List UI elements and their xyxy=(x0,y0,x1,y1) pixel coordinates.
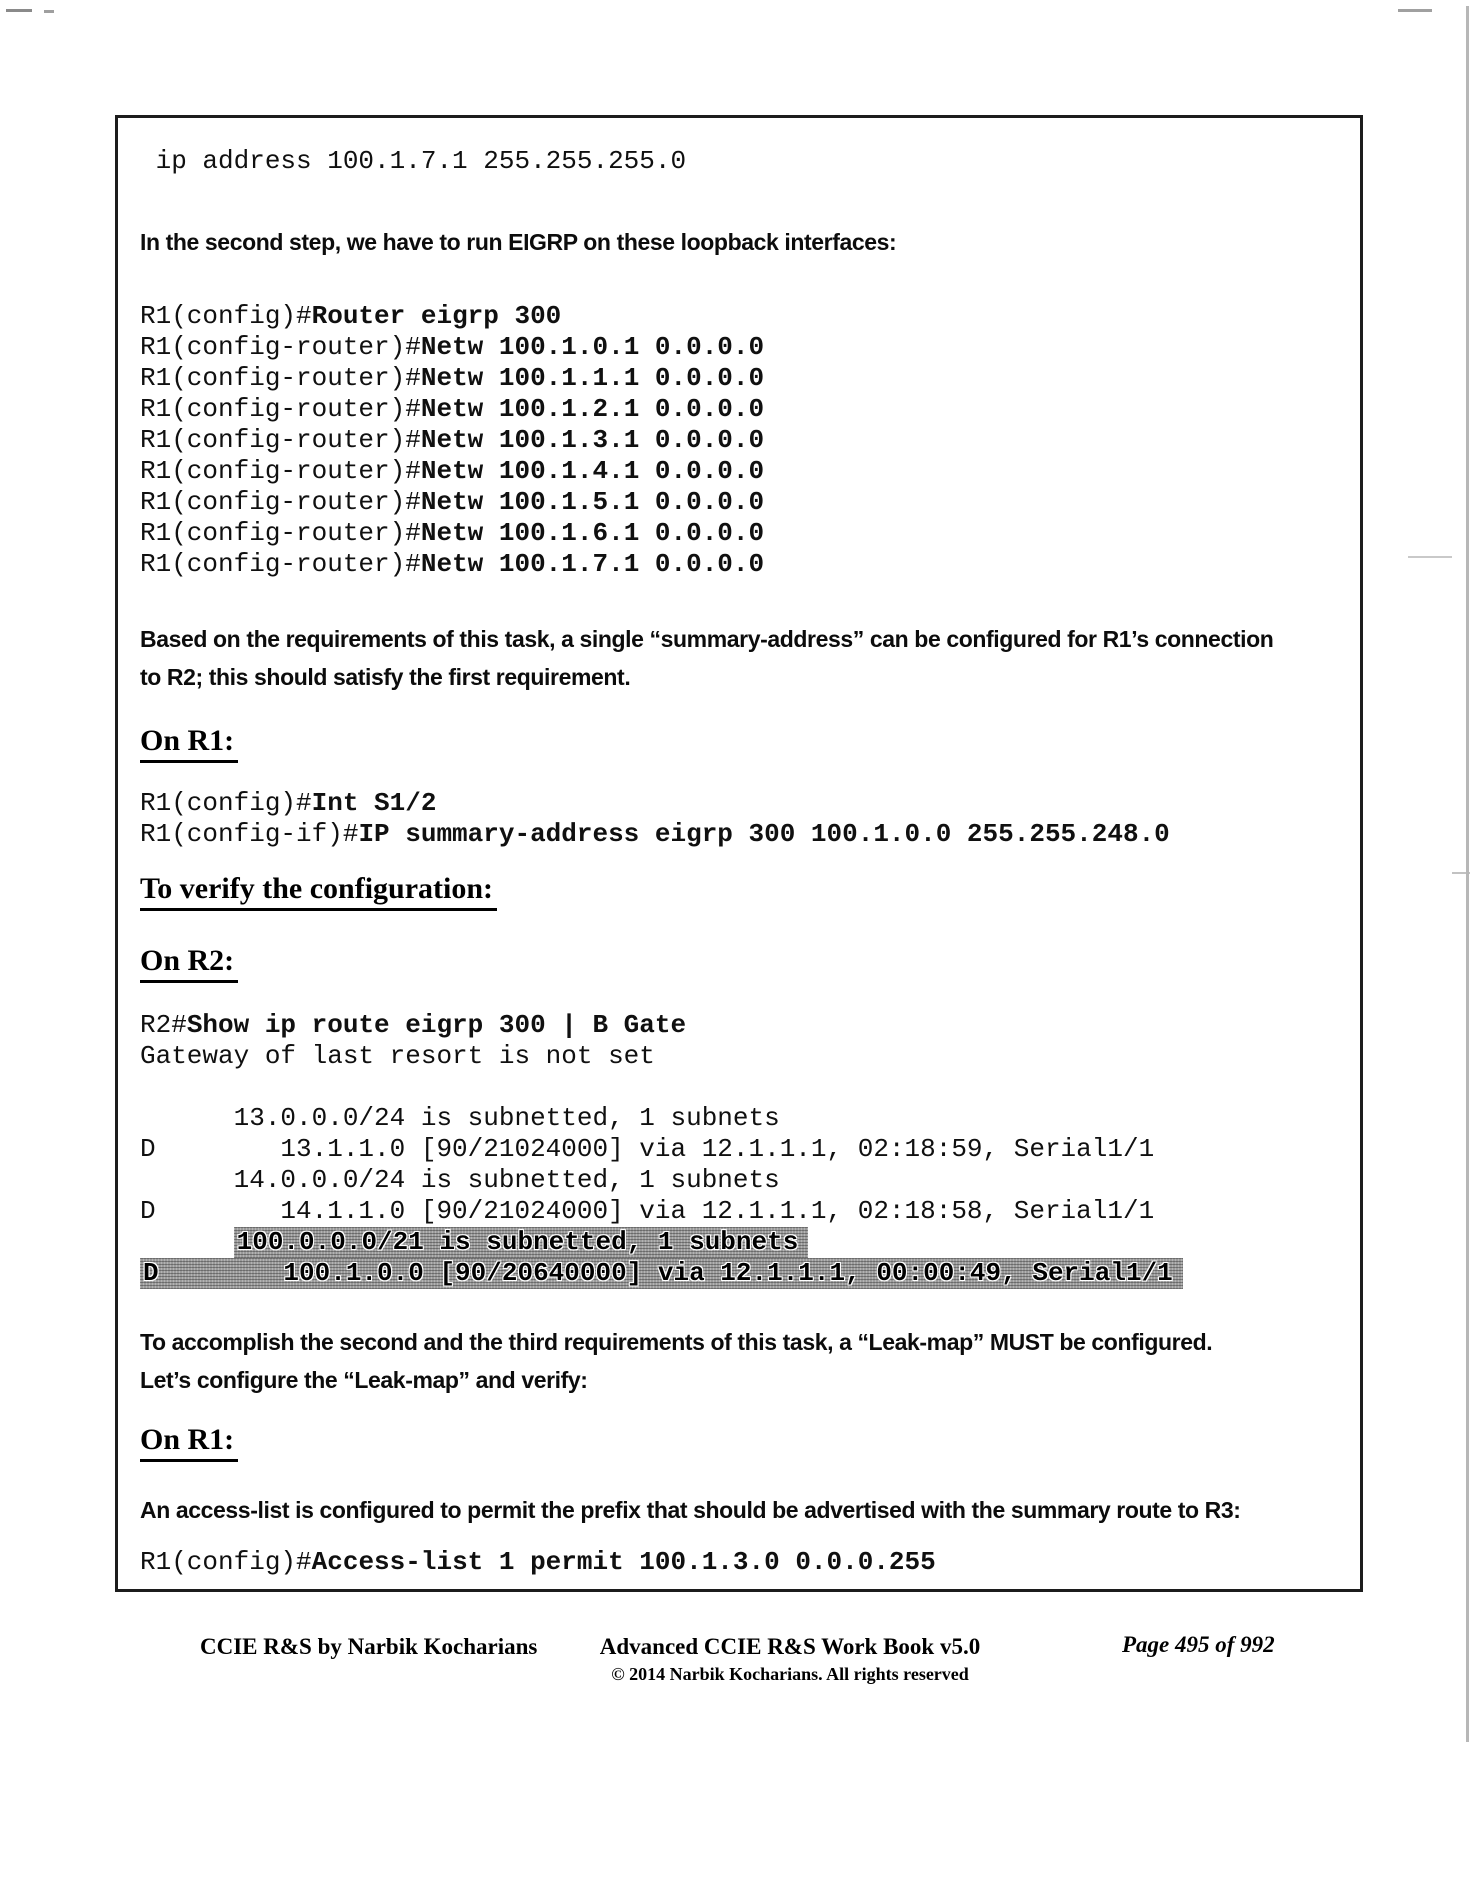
config-line-access-list: R1(config)#Access-list 1 permit 100.1.3.0 0.0.0.255 xyxy=(140,1547,936,1577)
config-line: R1(config-router)#Netw 100.1.1.1 0.0.0.0 xyxy=(140,363,765,393)
scan-edge-line xyxy=(1466,6,1469,1742)
scan-artifact xyxy=(1398,9,1432,12)
paragraph-eigrp-intro: In the second step, we have to run EIGRP on these loopback interfaces: xyxy=(140,229,897,255)
route-line: D 13.1.1.0 [90/21024000] via 12.1.1.1, 02:18:59, Serial1/1 xyxy=(140,1134,1155,1164)
config-block-eigrp xyxy=(140,301,1338,580)
paragraph-access-list: An access-list is configured to permit the prefix that should be advertised with the summary route to R3: xyxy=(140,1497,1241,1523)
config-line: R1(config-router)#Netw 100.1.6.1 0.0.0.0 xyxy=(140,518,765,548)
paragraph-summary-address xyxy=(140,620,1338,696)
code-line-ip-address: ip address 100.1.7.1 255.255.255.0 xyxy=(140,146,687,176)
route-line: D 14.1.1.0 [90/21024000] via 12.1.1.1, 02:18:58, Serial1/1 xyxy=(140,1196,1155,1226)
heading-on-r1-second: On R1: xyxy=(140,1423,1338,1465)
highlight-segment: D 100.1.0.0 [90/20640000] via 12.1.1.1, 00:00:49, Serial1/1 xyxy=(140,1258,1183,1289)
paragraph-leak-map xyxy=(140,1323,1338,1399)
console-output-block xyxy=(140,1010,1338,1289)
route-line: Gateway of last resort is not set xyxy=(140,1041,655,1071)
highlight-segment: 100.0.0.0/21 is subnetted, 1 subnets xyxy=(234,1227,809,1258)
config-line: R1(config-router)#Netw 100.1.0.1 0.0.0.0 xyxy=(140,332,765,362)
config-line: R1(config-router)#Netw 100.1.5.1 0.0.0.0 xyxy=(140,487,765,517)
footer-author: CCIE R&S by Narbik Kocharians xyxy=(200,1634,538,1659)
config-line: R1(config-router)#Netw 100.1.2.1 0.0.0.0 xyxy=(140,394,765,424)
heading-verify: To verify the configuration: xyxy=(140,872,1338,914)
paragraph-line: To accomplish the second and the third requirements of this task, a “Leak-map” MUST be configured. xyxy=(140,1329,1213,1355)
config-block-summary xyxy=(140,788,1338,850)
config-line: R1(config-router)#Netw 100.1.4.1 0.0.0.0 xyxy=(140,456,765,486)
paragraph-line: Based on the requirements of this task, a single “summary-address” can be configured for R1’s connection xyxy=(140,626,1274,652)
scan-artifact xyxy=(44,10,54,13)
show-command-line: R2#Show ip route eigrp 300 | B Gate xyxy=(140,1010,687,1040)
config-line: R1(config-if)#IP summary-address eigrp 300 100.1.0.0 255.255.248.0 xyxy=(140,819,1170,849)
footer-book-title-block xyxy=(580,1632,1000,1686)
content-box xyxy=(115,115,1363,1592)
heading-on-r1: On R1: xyxy=(140,724,1338,766)
config-line: R1(config)#Int S1/2 xyxy=(140,788,437,818)
blank-line xyxy=(140,1072,1338,1103)
footer-page-number: Page 495 of 992 xyxy=(1122,1632,1275,1657)
route-line: 13.0.0.0/24 is subnetted, 1 subnets xyxy=(140,1103,780,1133)
heading-on-r2: On R2: xyxy=(140,944,1338,986)
route-line-highlighted xyxy=(140,1227,1338,1258)
scan-artifact xyxy=(1408,556,1452,558)
paragraph-line: to R2; this should satisfy the first requirement. xyxy=(140,664,631,690)
route-line: 14.0.0.0/24 is subnetted, 1 subnets xyxy=(140,1165,780,1195)
footer-book-title: Advanced CCIE R&S Work Book v5.0 xyxy=(599,1634,981,1659)
paragraph-line: Let’s configure the “Leak-map” and verify: xyxy=(140,1367,588,1393)
page-border-frame xyxy=(88,8,1385,1740)
footer-copyright: © 2014 Narbik Kocharians. All rights reserved xyxy=(611,1664,969,1684)
route-line-highlighted xyxy=(140,1258,1338,1289)
config-line: R1(config)#Router eigrp 300 xyxy=(140,301,562,331)
config-line: R1(config-router)#Netw 100.1.3.1 0.0.0.0 xyxy=(140,425,765,455)
config-line: R1(config-router)#Netw 100.1.7.1 0.0.0.0 xyxy=(140,549,765,579)
scan-artifact xyxy=(6,9,32,12)
